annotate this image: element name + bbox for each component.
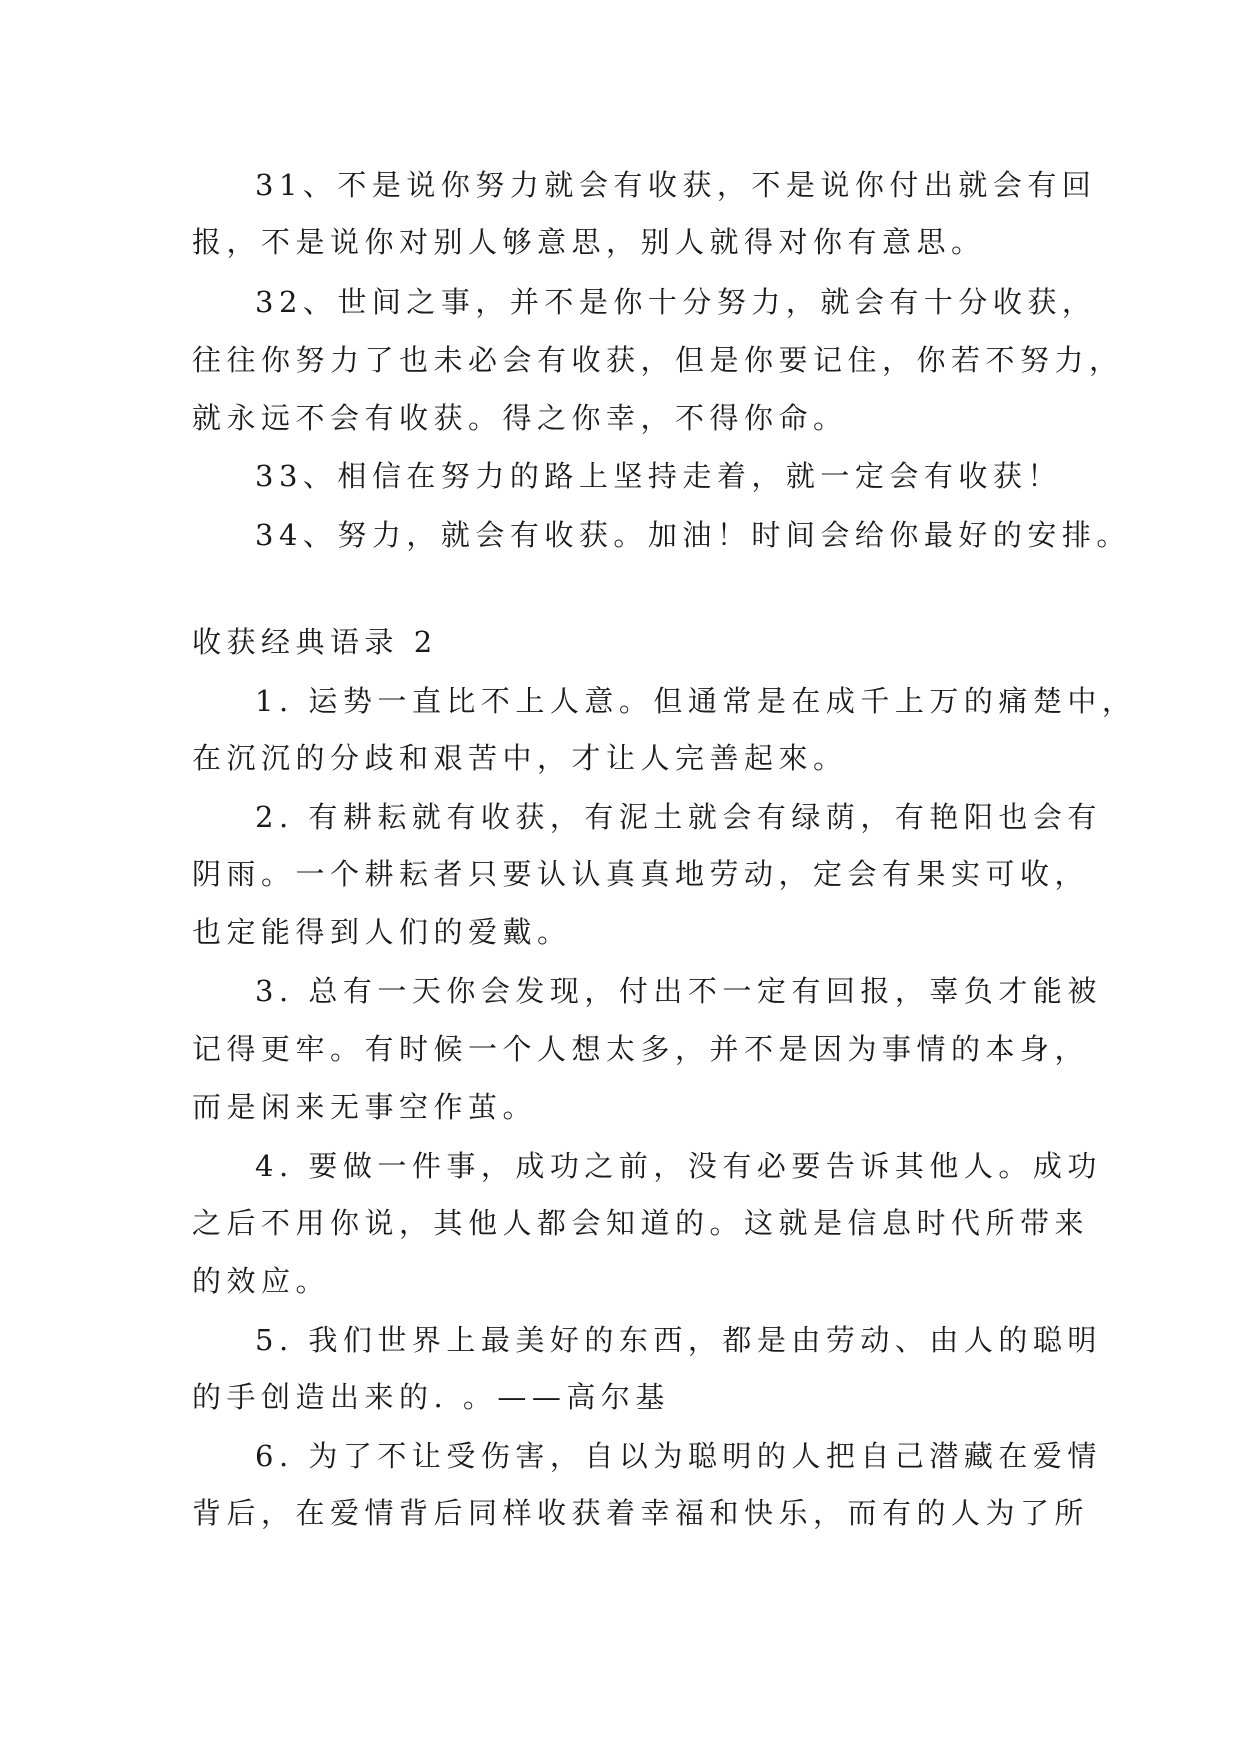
item-3-line-2: 记得更牢。有时候一个人想太多，并不是因为事情的本身，	[192, 1032, 1090, 1066]
paragraph-34: 34、努力，就会有收获。加油！时间会给你最好的安排。	[255, 518, 1131, 552]
item-5-line-2: 的手创造出来的. 。——高尔基	[192, 1380, 670, 1414]
item-6-line-1: 6. 为了不让受伤害，自以为聪明的人把自己潜藏在爱情	[255, 1439, 1102, 1473]
item-1-line-1: 1. 运势一直比不上人意。但通常是在成千上万的痛楚中，	[255, 684, 1137, 718]
paragraph-31-line-1: 31、不是说你努力就会有收获，不是说你付出就会有回	[255, 168, 1097, 202]
item-6-line-2: 背后，在爱情背后同样收获着幸福和快乐，而有的人为了所	[192, 1496, 1090, 1530]
paragraph-32-line-2: 往往你努力了也未必会有收获，但是你要记住，你若不努力，	[192, 343, 1124, 377]
item-4-line-2: 之后不用你说，其他人都会知道的。这就是信息时代所带来	[192, 1206, 1090, 1240]
item-1-line-2: 在沉沉的分歧和艰苦中，才让人完善起來。	[192, 741, 848, 775]
paragraph-32-line-3: 就永远不会有收获。得之你幸，不得你命。	[192, 401, 848, 435]
section-heading: 收获经典语录 2	[192, 625, 438, 659]
paragraph-31-line-2: 报，不是说你对别人够意思，别人就得对你有意思。	[192, 225, 986, 259]
item-4-line-1: 4. 要做一件事，成功之前，没有必要告诉其他人。成功	[255, 1149, 1102, 1183]
item-5-line-1: 5. 我们世界上最美好的东西，都是由劳动、由人的聪明	[255, 1323, 1102, 1357]
item-2-line-1: 2. 有耕耘就有收获，有泥土就会有绿荫，有艳阳也会有	[255, 800, 1102, 834]
item-3-line-3: 而是闲来无事空作茧。	[192, 1090, 538, 1124]
item-2-line-3: 也定能得到人们的爱戴。	[192, 915, 572, 949]
item-4-line-3: 的效应。	[192, 1264, 331, 1298]
item-2-line-2: 阴雨。一个耕耘者只要认认真真地劳动，定会有果实可收，	[192, 857, 1090, 891]
item-3-line-1: 3. 总有一天你会发现，付出不一定有回报，辜负才能被	[255, 974, 1102, 1008]
paragraph-33: 33、相信在努力的路上坚持走着，就一定会有收获！	[255, 459, 1062, 493]
paragraph-32-line-1: 32、世间之事，并不是你十分努力，就会有十分收获，	[255, 285, 1097, 319]
